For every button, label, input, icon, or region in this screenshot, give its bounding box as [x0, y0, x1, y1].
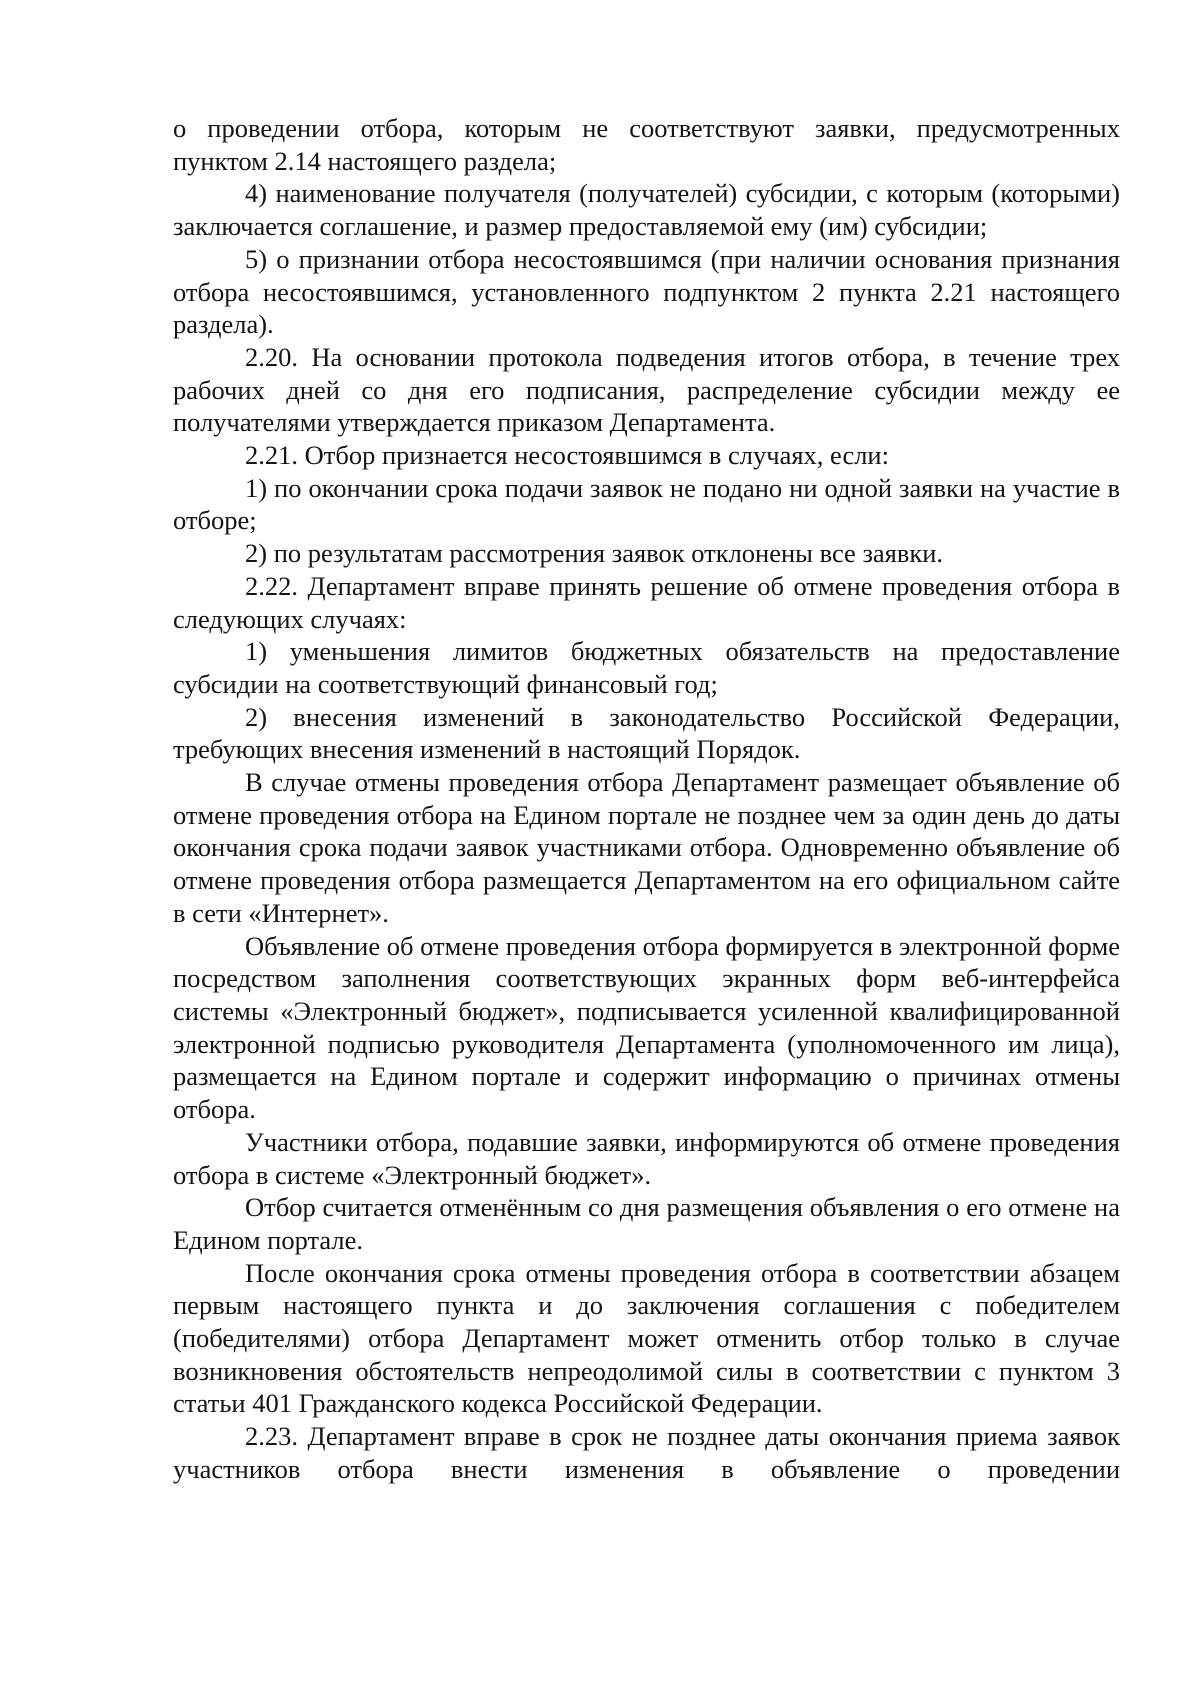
paragraph-2-21-item-1: 1) по окончании срока подачи заявок не подано ни одной заявки на участие в отборе; — [173, 472, 1120, 536]
paragraph-item-5: 5) о признании отбора несостоявшимся (при наличии основания признания отбора несостоявшимся, установленного подпунктом 2 пункта 2.21 настоящего раздела). — [173, 243, 1120, 340]
paragraph-2-23: 2.23. Департамент вправе в срок не позднее даты окончания приема заявок участников отбора внести изменения в объявление о проведении — [173, 1421, 1120, 1484]
paragraph-participants-informed: Участники отбора, подавшие заявки, информируются об отмене проведения отбора в системе «Электронный бюджет». — [173, 1126, 1120, 1190]
paragraph-2-22: 2.22. Департамент вправе принять решение об отмене проведения отбора в следующих случаях: — [173, 570, 1120, 634]
paragraph-force-majeure: После окончания срока отмены проведения отбора в соответствии абзацем первым настоящего пункта и до заключения соглашения с победителем (победителями) отбора Департамент может отменить отбор только в случае возникновения обстоятельств непреодолимой силы в соответствии с пунктом 3 статьи 401 Гражданского кодекса Российской Федерации. — [173, 1257, 1120, 1419]
paragraph-2-22-item-1: 1) уменьшения лимитов бюджетных обязательств на предоставление субсидии на соответствующий финансовый год; — [173, 636, 1120, 699]
paragraph-continuation: о проведении отбора, которым не соответствуют заявки, предусмотренных пунктом 2.14 настоящего раздела; — [173, 113, 1120, 176]
paragraph-2-21-item-2: 2) по результатам рассмотрения заявок отклонены все заявки. — [245, 538, 944, 569]
paragraph-cancellation-notice: В случае отмены проведения отбора Департамент размещает объявление об отмене проведения отбора на Едином портале не позднее чем за один день до даты окончания срока подачи заявок участниками отбора. Одновременно объявление об отмене проведения отбора размещается Департаментом на его официальном сайте в сети «Интернет». — [173, 767, 1120, 928]
document-page — [173, 112, 1120, 1486]
paragraph-cancellation-form: Объявление об отмене проведения отбора формируется в электронной форме посредством заполнения соответствующих экранных форм веб-интерфейса системы «Электронный бюджет», подписывается усиленной квалифицированной электронной подписью руководителя Департамента (уполномоченного им лица), размещается на Едином портале и содержит информацию о причинах отмены отбора. — [173, 930, 1120, 1125]
paragraph-2-21: 2.21. Отбор признается несостоявшимся в случаях, если: — [245, 440, 889, 471]
paragraph-2-22-item-2: 2) внесения изменений в законодательство Российской Федерации, требующих внесения изменений в настоящий Порядок. — [173, 701, 1120, 765]
paragraph-item-4: 4) наименование получателя (получателей) субсидии, с которым (которыми) заключается соглашение, и размер предоставляемой ему (им) субсидии; — [173, 178, 1120, 242]
paragraph-cancellation-effective: Отбор считается отменённым со дня размещения объявления о его отмене на Едином портале. — [173, 1192, 1120, 1255]
paragraph-2-20: 2.20. На основании протокола подведения итогов отбора, в течение трех рабочих дней со дня его подписания, распределение субсидии между ее получателями утверждается приказом Департамента. — [173, 341, 1120, 438]
